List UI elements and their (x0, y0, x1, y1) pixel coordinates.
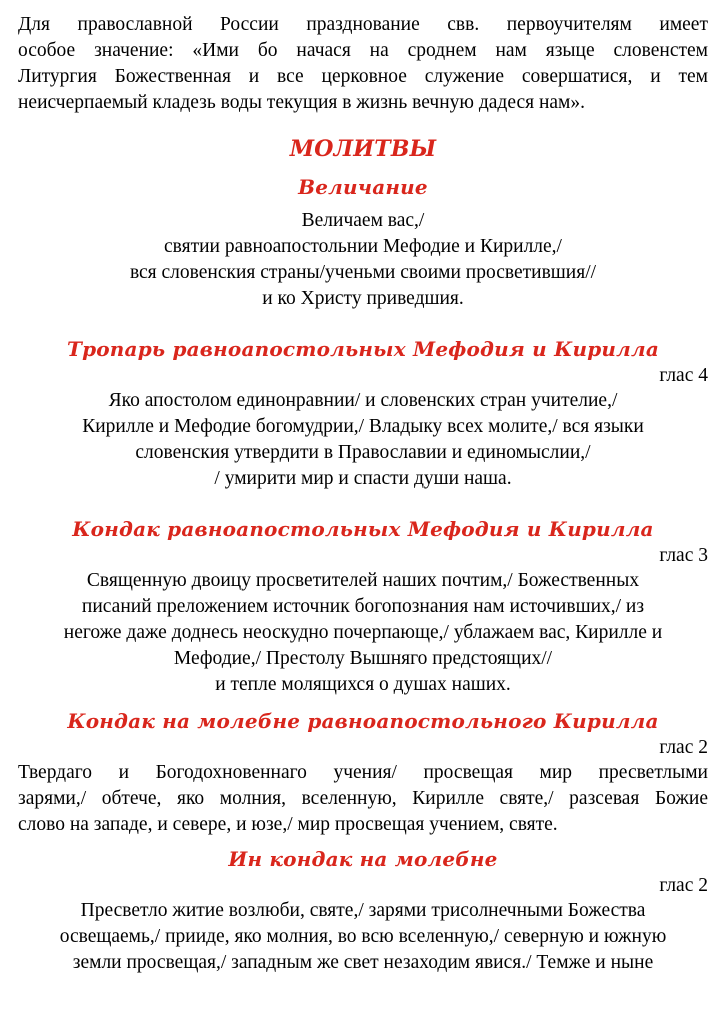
intro-paragraph (18, 12, 708, 116)
kontakion-heading: Кондак равноапостольных Мефодия и Кирилла (72, 517, 654, 541)
troparion-text (18, 388, 708, 492)
kontakion-moleben-tone: глас 2 (659, 737, 708, 758)
other-kontakion-heading: Ин кондак на молебне (228, 847, 498, 871)
magnification-line: вся словенския страны/ученьми своими просветившия// (129, 262, 597, 283)
magnification-heading: Величание (298, 175, 428, 199)
other-kontakion-tone: глас 2 (659, 875, 708, 896)
intro-line: Литургия Божественная и все церковное служение совершатися, и тем (18, 66, 708, 87)
kontakion-moleben-line: Твердаго и Богодохновеннаго учения/ просвещая мир пресветлыми (18, 762, 708, 783)
troparion-line: / умирити мир и спасти души наша. (214, 468, 512, 489)
document-page (18, 12, 708, 976)
other-kontakion-text (18, 898, 708, 976)
intro-line: неисчерпаемый кладезь воды текущия в жизнь вечную дадеся нам». (18, 92, 586, 113)
intro-line: особое значение: «Ими бо начася на сроднем нам языце словенстем (18, 40, 708, 61)
troparion-heading: Тропарь равноапостольных Мефодия и Кирилла (67, 337, 659, 361)
troparion-line: Кирилле и Мефодие богомудрии,/ Владыку всех молите,/ вся языки (82, 416, 644, 437)
troparion-tone: глас 4 (659, 365, 708, 386)
kontakion-moleben-text (18, 760, 708, 838)
intro-line: Для православной России празднование свв. первоучителям имеет (18, 14, 708, 35)
kontakion-line: Священную двоицу просветителей наших почтим,/ Божественных (86, 570, 640, 591)
magnification-line: Величаем вас,/ (301, 210, 425, 231)
magnification-line: и ко Христу приведшия. (262, 288, 464, 309)
kontakion-line: писаний преложением источник богопознания нам источивших,/ из (81, 596, 645, 617)
troparion-line: Яко апостолом единонравнии/ и словенских стран учителие,/ (108, 390, 618, 411)
other-kontakion-line: земли просвещая,/ западным же свет незаходим явися./ Темже и ныне (72, 952, 654, 973)
kontakion-moleben-line: зарями,/ обтече, яко молния, вселенную, Кирилле святе,/ разсевая Божие (18, 788, 708, 809)
kontakion-line: негоже даже доднесь неоскудно почерпающе,/ ублажаем вас, Кирилле и (63, 622, 663, 643)
prayers-heading: МОЛИТВЫ (289, 136, 437, 162)
kontakion-text (18, 568, 708, 698)
magnification-line: святии равноапостольнии Мефодие и Кирилле,/ (164, 236, 562, 257)
kontakion-line: и тепле молящихся о душах наших. (215, 674, 511, 695)
troparion-line: словенския утвердити в Православии и единомыслии,/ (135, 442, 591, 463)
other-kontakion-line: освещаемь,/ прииде, яко молния, во всю вселенную,/ северную и южную (59, 926, 667, 947)
kontakion-tone: глас 3 (659, 545, 708, 566)
kontakion-moleben-heading: Кондак на молебне равноапостольного Кирилла (67, 709, 659, 733)
kontakion-moleben-line: слово на западе, и севере, и юзе,/ мир просвещая учением, святе. (18, 814, 558, 835)
other-kontakion-line: Пресветло житие возлюби, святе,/ зарями трисолнечными Божества (80, 900, 646, 921)
kontakion-line: Мефодие,/ Престолу Вышняго предстоящих// (173, 648, 553, 669)
magnification-text (18, 208, 708, 312)
